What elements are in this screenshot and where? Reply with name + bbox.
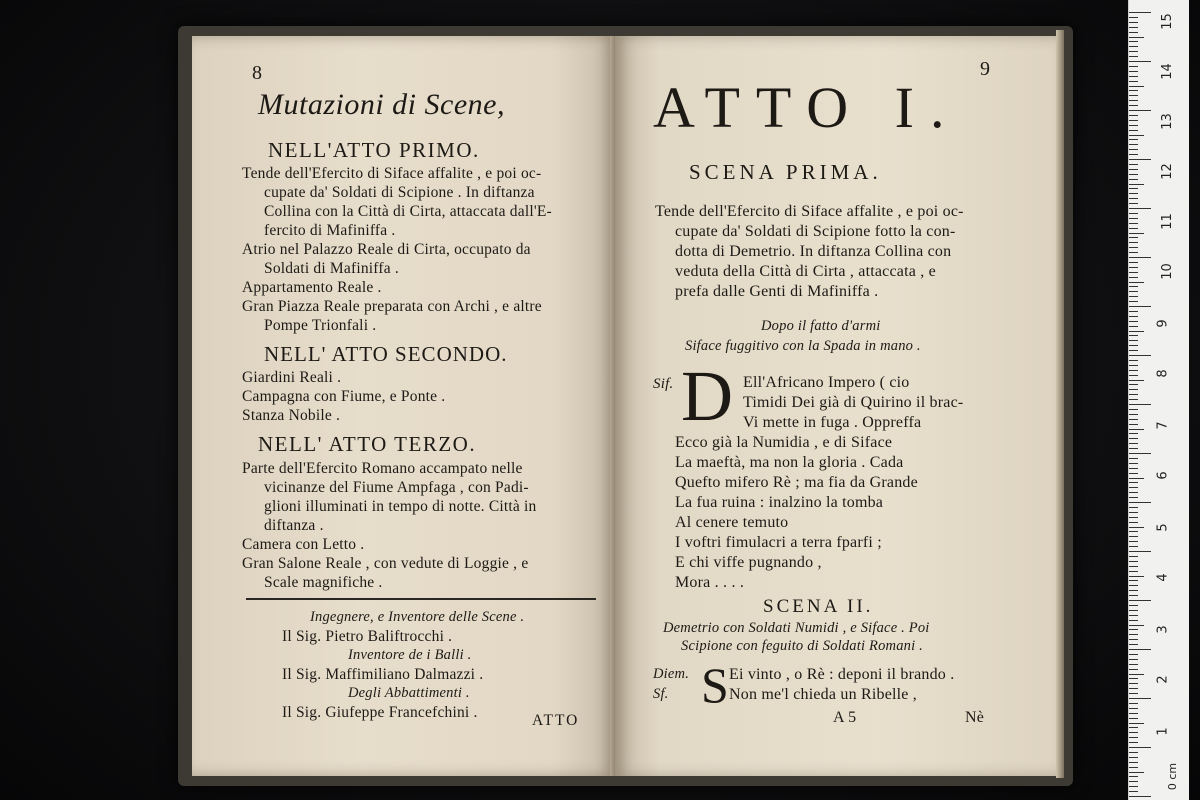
dropcap-d: D [681,356,733,436]
verse-line: Ecco già la Numidia , e di Siface [675,434,893,451]
ruler-tick [1129,321,1138,322]
ruler-tick [1129,66,1138,67]
ruler-label: 4 [1155,573,1171,582]
ruler-tick [1129,541,1138,542]
scene1-heading: SCENA PRIMA. [689,160,882,184]
ruler-label: 10 [1159,263,1175,280]
ruler-tick [1129,713,1138,714]
right-page-number: 9 [980,58,990,80]
ruler-tick [1129,149,1138,150]
verse-line: La maeftà, ma non la gloria . Cada [675,454,904,471]
ruler-label: 11 [1159,213,1175,230]
ruler-tick [1129,786,1138,787]
ruler-tick [1129,580,1138,581]
ruler-tick [1129,512,1138,513]
ruler-tick [1129,590,1138,591]
ruler-tick [1129,732,1138,733]
stage-direction: Dopo il fatto d'armi [761,318,881,334]
page-edges [1056,30,1064,778]
ruler-tick [1129,331,1144,332]
act3-line: Gran Salone Reale , con vedute di Loggie , e [242,555,529,572]
ruler-tick [1129,595,1138,596]
ruler-label: 12 [1159,163,1175,180]
verse-line: Timidi Dei già di Quirino il brac- [743,394,964,411]
ruler-tick [1129,796,1151,797]
ruler-tick [1129,654,1138,655]
ruler-label: 3 [1155,625,1171,634]
ruler-tick [1129,360,1138,361]
verse-line: I voftri fimulacri a terra fparfi ; [675,534,882,551]
act3-line: diftanza . [264,517,324,534]
ruler-tick [1129,433,1138,434]
verse-line: Quefto mifero Rè ; ma fia da Grande [675,474,918,491]
ruler-tick [1129,169,1138,170]
ruler-tick [1129,218,1138,219]
act2-line: Stanza Nobile . [242,407,341,424]
ruler-tick [1129,615,1138,616]
ruler-tick [1129,536,1138,537]
credit-name: Il Sig. Pietro Baliftrocchi . [282,628,453,645]
ruler-tick [1129,233,1144,234]
left-catchword: ATTO [532,712,580,729]
act1-line: cupate da' Soldati di Scipione . In diftanza [264,184,535,201]
ruler-tick [1129,776,1138,777]
ruler-tick [1129,620,1138,621]
ruler-tick [1129,277,1138,278]
ruler-tick [1129,51,1138,52]
ruler-tick [1129,752,1138,753]
scene2-direction: Demetrio con Soldati Numidi , e Siface . Poi [663,620,930,636]
ruler-label: 14 [1159,63,1175,80]
ruler-tick [1129,144,1138,145]
act1-line: Collina con la Città di Cirta, attaccata dall'E- [264,203,552,220]
ruler-tick [1129,409,1138,410]
ruler-tick [1129,487,1138,488]
ruler-label: 2 [1155,675,1171,684]
ruler-label: 9 [1155,319,1171,328]
ruler-tick [1129,17,1138,18]
ruler-tick [1129,723,1144,724]
ruler-tick [1129,438,1138,439]
act3-line: Parte dell'Efercito Romano accampato nelle [242,460,523,477]
ruler-tick [1129,517,1138,518]
ruler-tick [1129,389,1138,390]
ruler-label: 13 [1159,113,1175,130]
scene1-description-line: Tende dell'Efercito di Siface affalite , e poi oc- [655,203,964,220]
ruler-tick [1129,429,1144,430]
ruler-tick [1129,159,1151,160]
ruler-tick [1129,267,1138,268]
ruler-tick [1129,659,1138,660]
ruler-tick [1129,399,1138,400]
ruler-tick [1129,384,1138,385]
ruler-tick [1129,311,1138,312]
ruler-tick [1129,335,1138,336]
credit-role: Ingegnere, e Inventore delle Scene . [310,609,525,625]
ruler-tick [1129,566,1138,567]
credit-name: Il Sig. Maffimiliano Dalmazzi . [282,666,484,683]
ruler-tick [1129,301,1138,302]
ruler-tick [1129,27,1138,28]
ruler-tick [1129,291,1138,292]
signature-mark: A 5 [833,709,857,726]
ruler-tick [1129,718,1138,719]
ruler-tick [1129,772,1144,773]
ruler-tick [1129,228,1138,229]
ruler-tick [1129,576,1144,577]
ruler-tick [1129,32,1138,33]
ruler-tick [1129,184,1144,185]
ruler-tick [1129,556,1138,557]
ruler-tick [1129,639,1138,640]
scene1-description-line: prefa dalle Genti di Mafiniffa . [675,283,879,300]
ruler-tick [1129,414,1138,415]
ruler-tick [1129,164,1138,165]
ruler-tick [1129,688,1138,689]
ruler-tick [1129,154,1138,155]
speaker-label: Sf. [653,686,669,702]
ruler-tick [1129,629,1138,630]
ruler-tick [1129,791,1138,792]
ruler-tick [1129,693,1138,694]
ruler-tick [1129,703,1138,704]
ruler-tick [1129,674,1144,675]
ruler-tick [1129,468,1138,469]
ruler-tick [1129,492,1138,493]
scene2-line: Non me'l chieda un Ribelle , [729,686,917,703]
act1-line: Appartamento Reale . [242,279,382,296]
ruler-tick [1129,585,1138,586]
ruler-tick [1129,326,1138,327]
ruler-tick [1129,86,1144,87]
measurement-ruler [1128,0,1189,800]
ruler-tick [1129,100,1138,101]
ruler-tick [1129,282,1144,283]
ruler-tick [1129,708,1138,709]
act3-line: Scale magnifiche . [264,574,383,591]
ruler-tick [1129,634,1138,635]
ruler-tick [1129,747,1151,748]
act3-line: glioni illuminati in tempo di notte. Città in [264,498,537,515]
act1-line: Tende dell'Efercito di Siface affalite , e poi oc- [242,165,542,182]
ruler-tick [1129,762,1138,763]
ruler-tick [1129,546,1138,547]
ruler-tick [1129,448,1138,449]
ruler-tick [1129,404,1151,405]
ruler-tick [1129,105,1138,106]
ruler-tick [1129,81,1138,82]
ruler-tick [1129,757,1138,758]
ruler-tick [1129,252,1138,253]
ruler-tick [1129,463,1138,464]
ruler-tick [1129,110,1151,111]
ruler-tick [1129,208,1151,209]
ruler-tick [1129,198,1138,199]
dropcap-s: S [701,657,729,713]
ruler-tick [1129,610,1138,611]
scene2-line: Ei vinto , o Rè : deponi il brando . [729,666,955,683]
credit-name: Il Sig. Giufeppe Francefchini . [282,704,478,721]
ruler-tick [1129,286,1138,287]
ruler-tick [1129,76,1138,77]
ruler-tick [1129,262,1138,263]
ruler-tick [1129,350,1138,351]
ruler-tick [1129,340,1138,341]
ruler-tick [1129,502,1151,503]
ruler-tick [1129,767,1138,768]
credit-role: Degli Abbattimenti . [348,685,470,701]
verse-line: Al cenere temuto [675,514,789,531]
ruler-tick [1129,174,1138,175]
ruler-tick [1129,41,1138,42]
ruler-tick [1129,37,1144,38]
ruler-tick [1129,193,1138,194]
speaker-label: Diem. [653,666,690,682]
ruler-tick [1129,90,1138,91]
credit-role: Inventore de i Balli . [348,647,472,663]
ruler-tick [1129,120,1138,121]
ruler-tick [1129,130,1138,131]
ruler-tick [1129,272,1138,273]
ruler-tick [1129,561,1138,562]
ruler-label: 5 [1155,523,1171,532]
ruler-tick [1129,600,1151,601]
ruler-tick [1129,424,1138,425]
act1-line: fercito di Mafiniffa . [264,222,396,239]
ruler-tick [1129,247,1138,248]
ruler-tick [1129,664,1138,665]
ruler-tick [1129,605,1138,606]
act1-line: Pompe Trionfali . [264,317,377,334]
ruler-tick [1129,551,1151,552]
ruler-label: 15 [1159,13,1175,30]
verse-line: E chi viffe pugnando , [675,554,822,571]
ruler-tick [1129,345,1138,346]
ruler-label: 0 cm [1166,762,1180,791]
act1-line: Atrio nel Palazzo Reale di Cirta, occupato da [242,241,531,258]
scene2-heading: SCENA II. [763,596,874,617]
scene1-description-line: veduta della Città di Cirta , attaccata , e [675,263,936,280]
ruler-tick [1129,531,1138,532]
scene1-description-line: dotta di Demetrio. In diftanza Collina con [675,243,952,260]
ruler-tick [1129,46,1138,47]
ruler-tick [1129,188,1138,189]
ruler-tick [1129,213,1138,214]
ruler-tick [1129,115,1138,116]
ruler-tick [1129,179,1138,180]
ruler-tick [1129,95,1138,96]
right-catchword: Nè [965,709,985,726]
ruler-tick [1129,419,1138,420]
right-page [615,36,1058,776]
ruler-tick [1129,644,1138,645]
ruler-tick [1129,443,1138,444]
speaker-label: Sif. [653,376,674,392]
ruler-tick [1129,380,1144,381]
left-page-number: 8 [252,62,262,84]
ruler-tick [1129,727,1138,728]
ruler-tick [1129,257,1151,258]
ruler-tick [1129,296,1138,297]
ruler-tick [1129,203,1138,204]
ruler-label: 6 [1155,471,1171,480]
act2-line: Giardini Reali . [242,369,342,386]
ruler-tick [1129,135,1144,136]
verse-line: La fua ruina : inalzino la tomba [675,494,884,511]
act1-heading: NELL'ATTO PRIMO. [268,138,480,162]
left-page-title: Mutazioni di Scene, [258,88,505,121]
ruler-tick [1129,669,1138,670]
ruler-tick [1129,223,1138,224]
ruler-tick [1129,678,1138,679]
ruler-tick [1129,71,1138,72]
ruler-tick [1129,649,1151,650]
ruler-tick [1129,781,1138,782]
ruler-label: 1 [1155,727,1171,736]
stage-direction: Siface fuggitivo con la Spada in mano . [685,338,921,354]
act3-heading: NELL' ATTO TERZO. [258,432,477,456]
scene1-description-line: cupate da' Soldati di Scipione fotto la con- [675,223,956,240]
ruler-tick [1129,453,1151,454]
ruler-tick [1129,242,1138,243]
act2-heading: NELL' ATTO SECONDO. [264,342,508,366]
ruler-tick [1129,473,1138,474]
ruler-tick [1129,507,1138,508]
ruler-tick [1129,497,1138,498]
act3-line: Camera con Letto . [242,536,365,553]
ruler-tick [1129,742,1138,743]
ruler-tick [1129,355,1151,356]
ruler-tick [1129,365,1138,366]
ruler-tick [1129,458,1138,459]
ruler-tick [1129,125,1138,126]
act1-line: Gran Piazza Reale preparata con Archi , e altre [242,298,542,315]
ruler-tick [1129,625,1144,626]
ruler-tick [1129,698,1151,699]
act2-line: Campagna con Fiume, e Ponte . [242,388,446,405]
act3-line: vicinanze del Fiume Ampfaga , con Padi- [264,479,529,496]
left-page [192,36,615,776]
ruler-tick [1129,306,1151,307]
ruler-tick [1129,370,1138,371]
ruler-tick [1129,139,1138,140]
ruler-tick [1129,522,1138,523]
scene2-direction: Scipione con feguito di Soldati Romani . [681,638,923,654]
divider-rule [246,598,596,600]
ruler-tick [1129,61,1151,62]
ruler-tick [1129,571,1138,572]
ruler-tick [1129,737,1138,738]
ruler-tick [1129,683,1138,684]
ruler-tick [1129,482,1138,483]
verse-line: Ell'Africano Impero ( cio [743,374,910,391]
ruler-tick [1129,22,1138,23]
ruler-tick [1129,56,1138,57]
ruler-tick [1129,12,1151,13]
ruler-tick [1129,237,1138,238]
verse-line: Mora . . . . [675,574,745,591]
ruler-label: 7 [1155,421,1171,430]
ruler-tick [1129,316,1138,317]
ruler-tick [1129,394,1138,395]
ruler-tick [1129,375,1138,376]
ruler-label: 8 [1155,369,1171,378]
ruler-tick [1129,478,1144,479]
ruler-tick [1129,527,1144,528]
act1-line: Soldati di Mafiniffa . [264,260,399,277]
act-title: ATTO I. [653,75,961,140]
verse-line: Vi mette in fuga . Oppreffa [743,414,922,431]
